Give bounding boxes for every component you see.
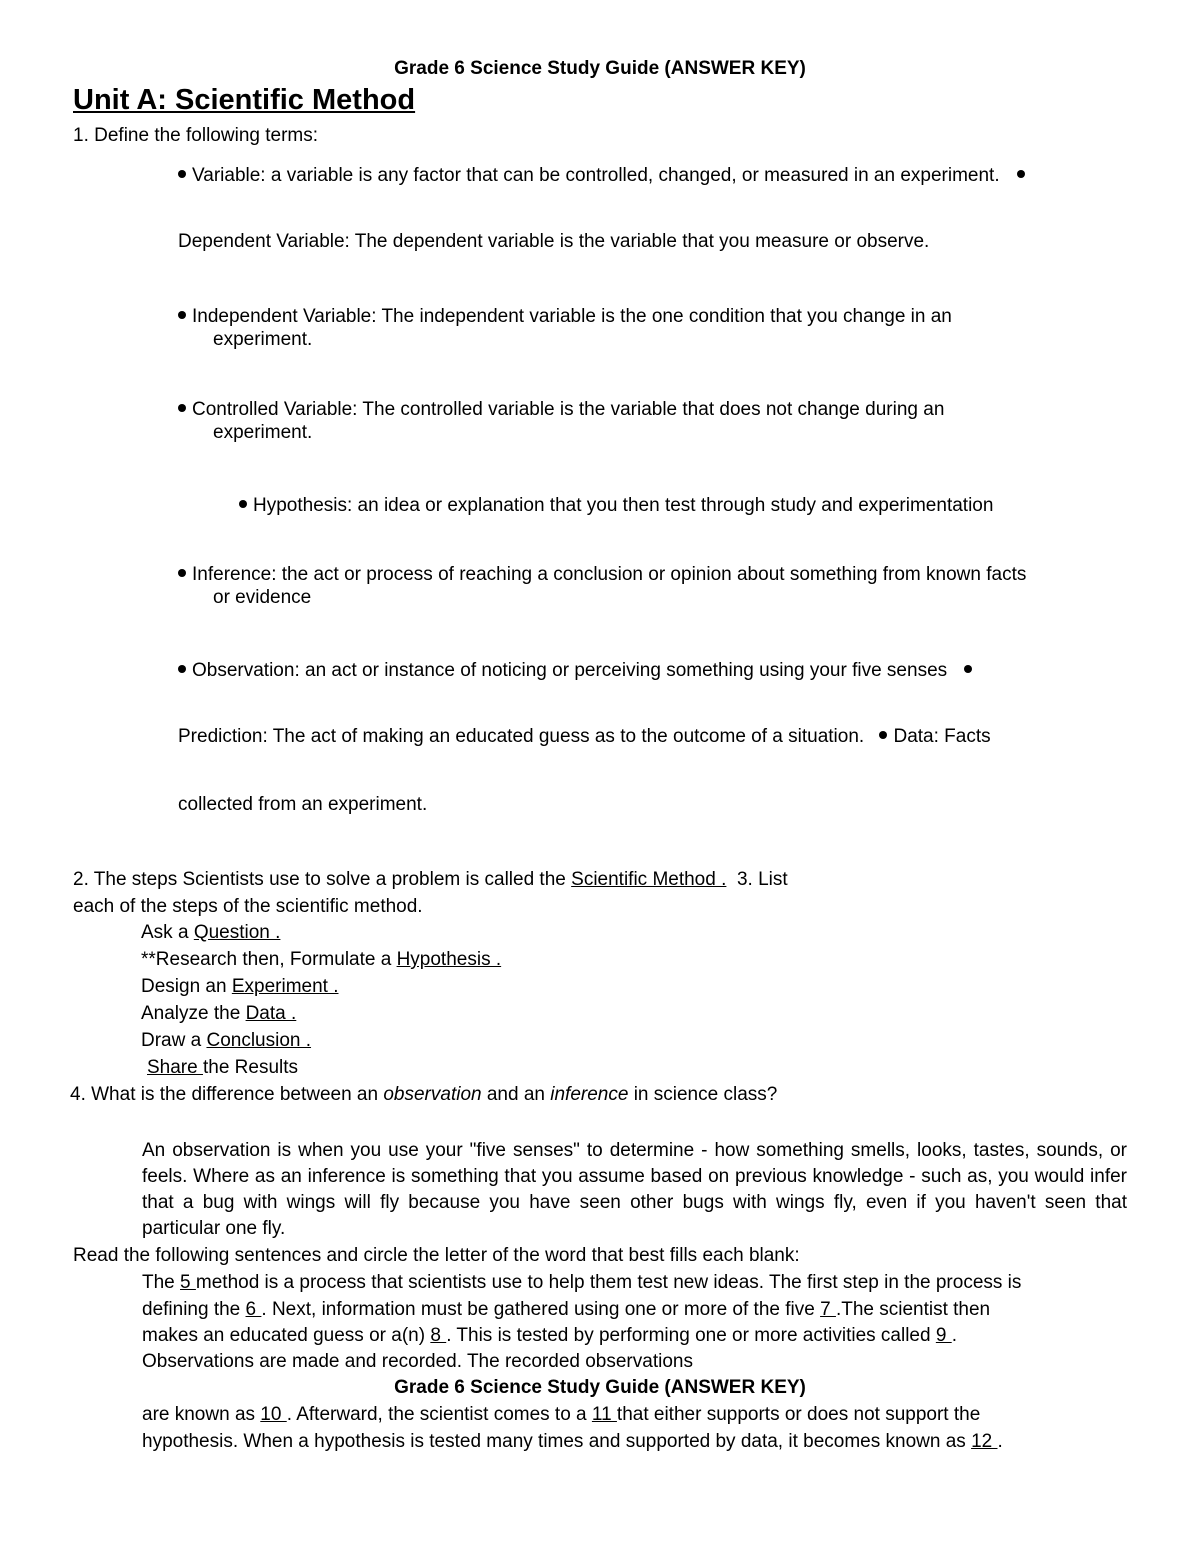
step-6: Share the Results: [147, 1057, 299, 1078]
term-inference-cont: or evidence: [213, 587, 312, 608]
q3-line: each of the steps of the scientific method.: [73, 896, 423, 917]
step-4: Analyze the Data .: [141, 1003, 297, 1024]
bullet-icon: [879, 731, 887, 739]
bullet-icon: [178, 569, 186, 577]
cloze-instruction: Read the following sentences and circle the letter of the word that best fills each blank:: [73, 1245, 800, 1266]
term-variable: Variable: a variable is any factor that can be controlled, changed, or measured in an experiment.: [176, 165, 1031, 187]
cloze-line-3: makes an educated guess or a(n) 8 . This is tested by performing one or more activities called 9 .: [142, 1325, 957, 1346]
q2-line: 2. The steps Scientists use to solve a problem is called the Scientific Method . 3. List: [73, 869, 788, 890]
bullet-icon: [178, 665, 186, 673]
step-3: Design an Experiment .: [141, 976, 339, 997]
bullet-icon: [964, 665, 972, 673]
bullet-icon: [1017, 170, 1025, 178]
term-independent: Independent Variable: The independent variable is the one condition that you change in an: [176, 306, 952, 328]
term-hypothesis: Hypothesis: an idea or explanation that you then test through study and experimentation: [237, 495, 993, 517]
term-prediction: Prediction: The act of making an educated guess as to the outcome of a situation. Data: Facts: [178, 726, 991, 747]
cloze-line-1: The 5 method is a process that scientists use to help them test new ideas. The first step in the process is: [142, 1272, 1022, 1293]
term-independent-cont: experiment.: [213, 329, 313, 350]
bullet-icon: [178, 170, 186, 178]
term-data-cont: collected from an experiment.: [178, 794, 428, 815]
bullet-icon: [239, 500, 247, 508]
term-observation: Observation: an act or instance of noticing or perceiving something using your five senses: [176, 660, 978, 682]
q4-prompt: 4. What is the difference between an observation and an inference in science class?: [70, 1084, 778, 1105]
q1-prompt: 1. Define the following terms:: [73, 125, 319, 146]
step-1: Ask a Question .: [141, 922, 281, 943]
bullet-icon: [178, 311, 186, 319]
q4-answer: An observation is when you use your "five senses" to determine - how something smells, looks, tastes, sounds, or feels. Where as an inference is something that you assume based on previous knowledge - such as, you would infer that a bug with wings will fly because you have seen other bugs with wings fly, even if you haven't seen that particular one fly.: [142, 1140, 1127, 1239]
term-dependent: Dependent Variable: The dependent variable is the variable that you measure or observe.: [178, 231, 930, 252]
cloze-line-4: Observations are made and recorded. The recorded observations: [142, 1351, 693, 1372]
term-controlled-cont: experiment.: [213, 422, 313, 443]
step-5: Draw a Conclusion .: [141, 1030, 312, 1051]
term-inference: Inference: the act or process of reaching a conclusion or opinion about something from known facts: [176, 564, 1026, 586]
step-2: **Research then, Formulate a Hypothesis .: [141, 949, 502, 970]
cloze-line-2: defining the 6 . Next, information must be gathered using one or more of the five 7 .The scientist then: [142, 1299, 991, 1320]
term-controlled: Controlled Variable: The controlled variable is the variable that does not change during an: [176, 399, 944, 421]
page-title: Grade 6 Science Study Guide (ANSWER KEY): [394, 58, 806, 79]
q2-answer: Scientific Method .: [571, 869, 727, 890]
unit-title: Unit A: Scientific Method: [73, 84, 416, 116]
cloze-line-6: hypothesis. When a hypothesis is tested many times and supported by data, it becomes known as 12 .: [142, 1431, 1003, 1452]
page-title-repeat: Grade 6 Science Study Guide (ANSWER KEY): [394, 1377, 806, 1398]
cloze-line-5: are known as 10 . Afterward, the scientist comes to a 11 that either supports or does not support the: [142, 1404, 981, 1425]
bullet-icon: [178, 404, 186, 412]
